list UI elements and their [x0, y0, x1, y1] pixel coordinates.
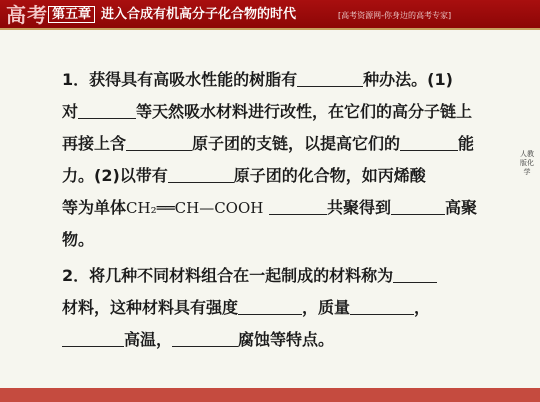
q1-text: 等天然吸水材料进行改性，在它们的高分子链上 — [136, 102, 473, 121]
header-subtitle: [高考资源网-你身边的高考专家] — [338, 11, 452, 20]
q1-text: 物。 — [62, 230, 95, 249]
q2-text: ， — [414, 298, 431, 317]
q2-text: 材料，这种材料具有强度 — [62, 298, 239, 317]
acrylic-acid-formula: CH₂══CH—COOH — [126, 199, 264, 217]
answer-blank[interactable] — [62, 328, 124, 347]
question-1 — [30, 64, 508, 256]
q1-text: 等为单体 — [62, 198, 127, 217]
q1-text: 能 — [458, 134, 475, 153]
q1-text: 共聚得到 — [326, 198, 391, 217]
main-content — [30, 64, 508, 356]
footer-strip — [0, 388, 540, 402]
chapter-title: 进入合成有机高分子化合物的时代 — [101, 7, 297, 22]
chapter-tag: 第五章 — [48, 6, 95, 23]
q2-text: 腐蚀等特点。 — [238, 330, 335, 349]
answer-blank[interactable] — [297, 68, 363, 87]
q1-text: 原子团的支链，以提高它们的 — [192, 134, 401, 153]
answer-blank[interactable] — [78, 100, 136, 119]
q1-text: 再接上含 — [62, 134, 127, 153]
q1-text: 种办法。(1) — [363, 70, 453, 89]
q1-text: 高聚 — [444, 198, 477, 217]
q1-text: 对 — [62, 102, 79, 121]
answer-blank[interactable] — [126, 132, 192, 151]
answer-blank[interactable] — [350, 296, 414, 315]
answer-blank[interactable] — [391, 196, 445, 215]
q1-text: 1．获得具有高吸水性能的树脂有 — [62, 70, 298, 89]
q2-text: 高温， — [124, 330, 173, 349]
answer-blank[interactable] — [269, 196, 327, 215]
question-2 — [30, 260, 508, 356]
q2-text: 2．将几种不同材料组合在一起制成的材料称为 — [62, 266, 394, 285]
header-bar — [0, 0, 540, 30]
q2-text: ，质量 — [302, 298, 351, 317]
answer-blank[interactable] — [172, 328, 238, 347]
chapter-heading — [48, 6, 296, 24]
answer-blank[interactable] — [400, 132, 458, 151]
q1-text: 原子团的化合物，如丙烯酸 — [233, 166, 426, 185]
answer-blank[interactable] — [393, 264, 437, 283]
side-label: 人教版化学 — [520, 150, 534, 176]
q1-text: 力。(2)以带有 — [62, 166, 168, 185]
answer-blank[interactable] — [238, 296, 302, 315]
answer-blank[interactable] — [168, 164, 234, 183]
site-logo: 高考 — [6, 3, 48, 27]
